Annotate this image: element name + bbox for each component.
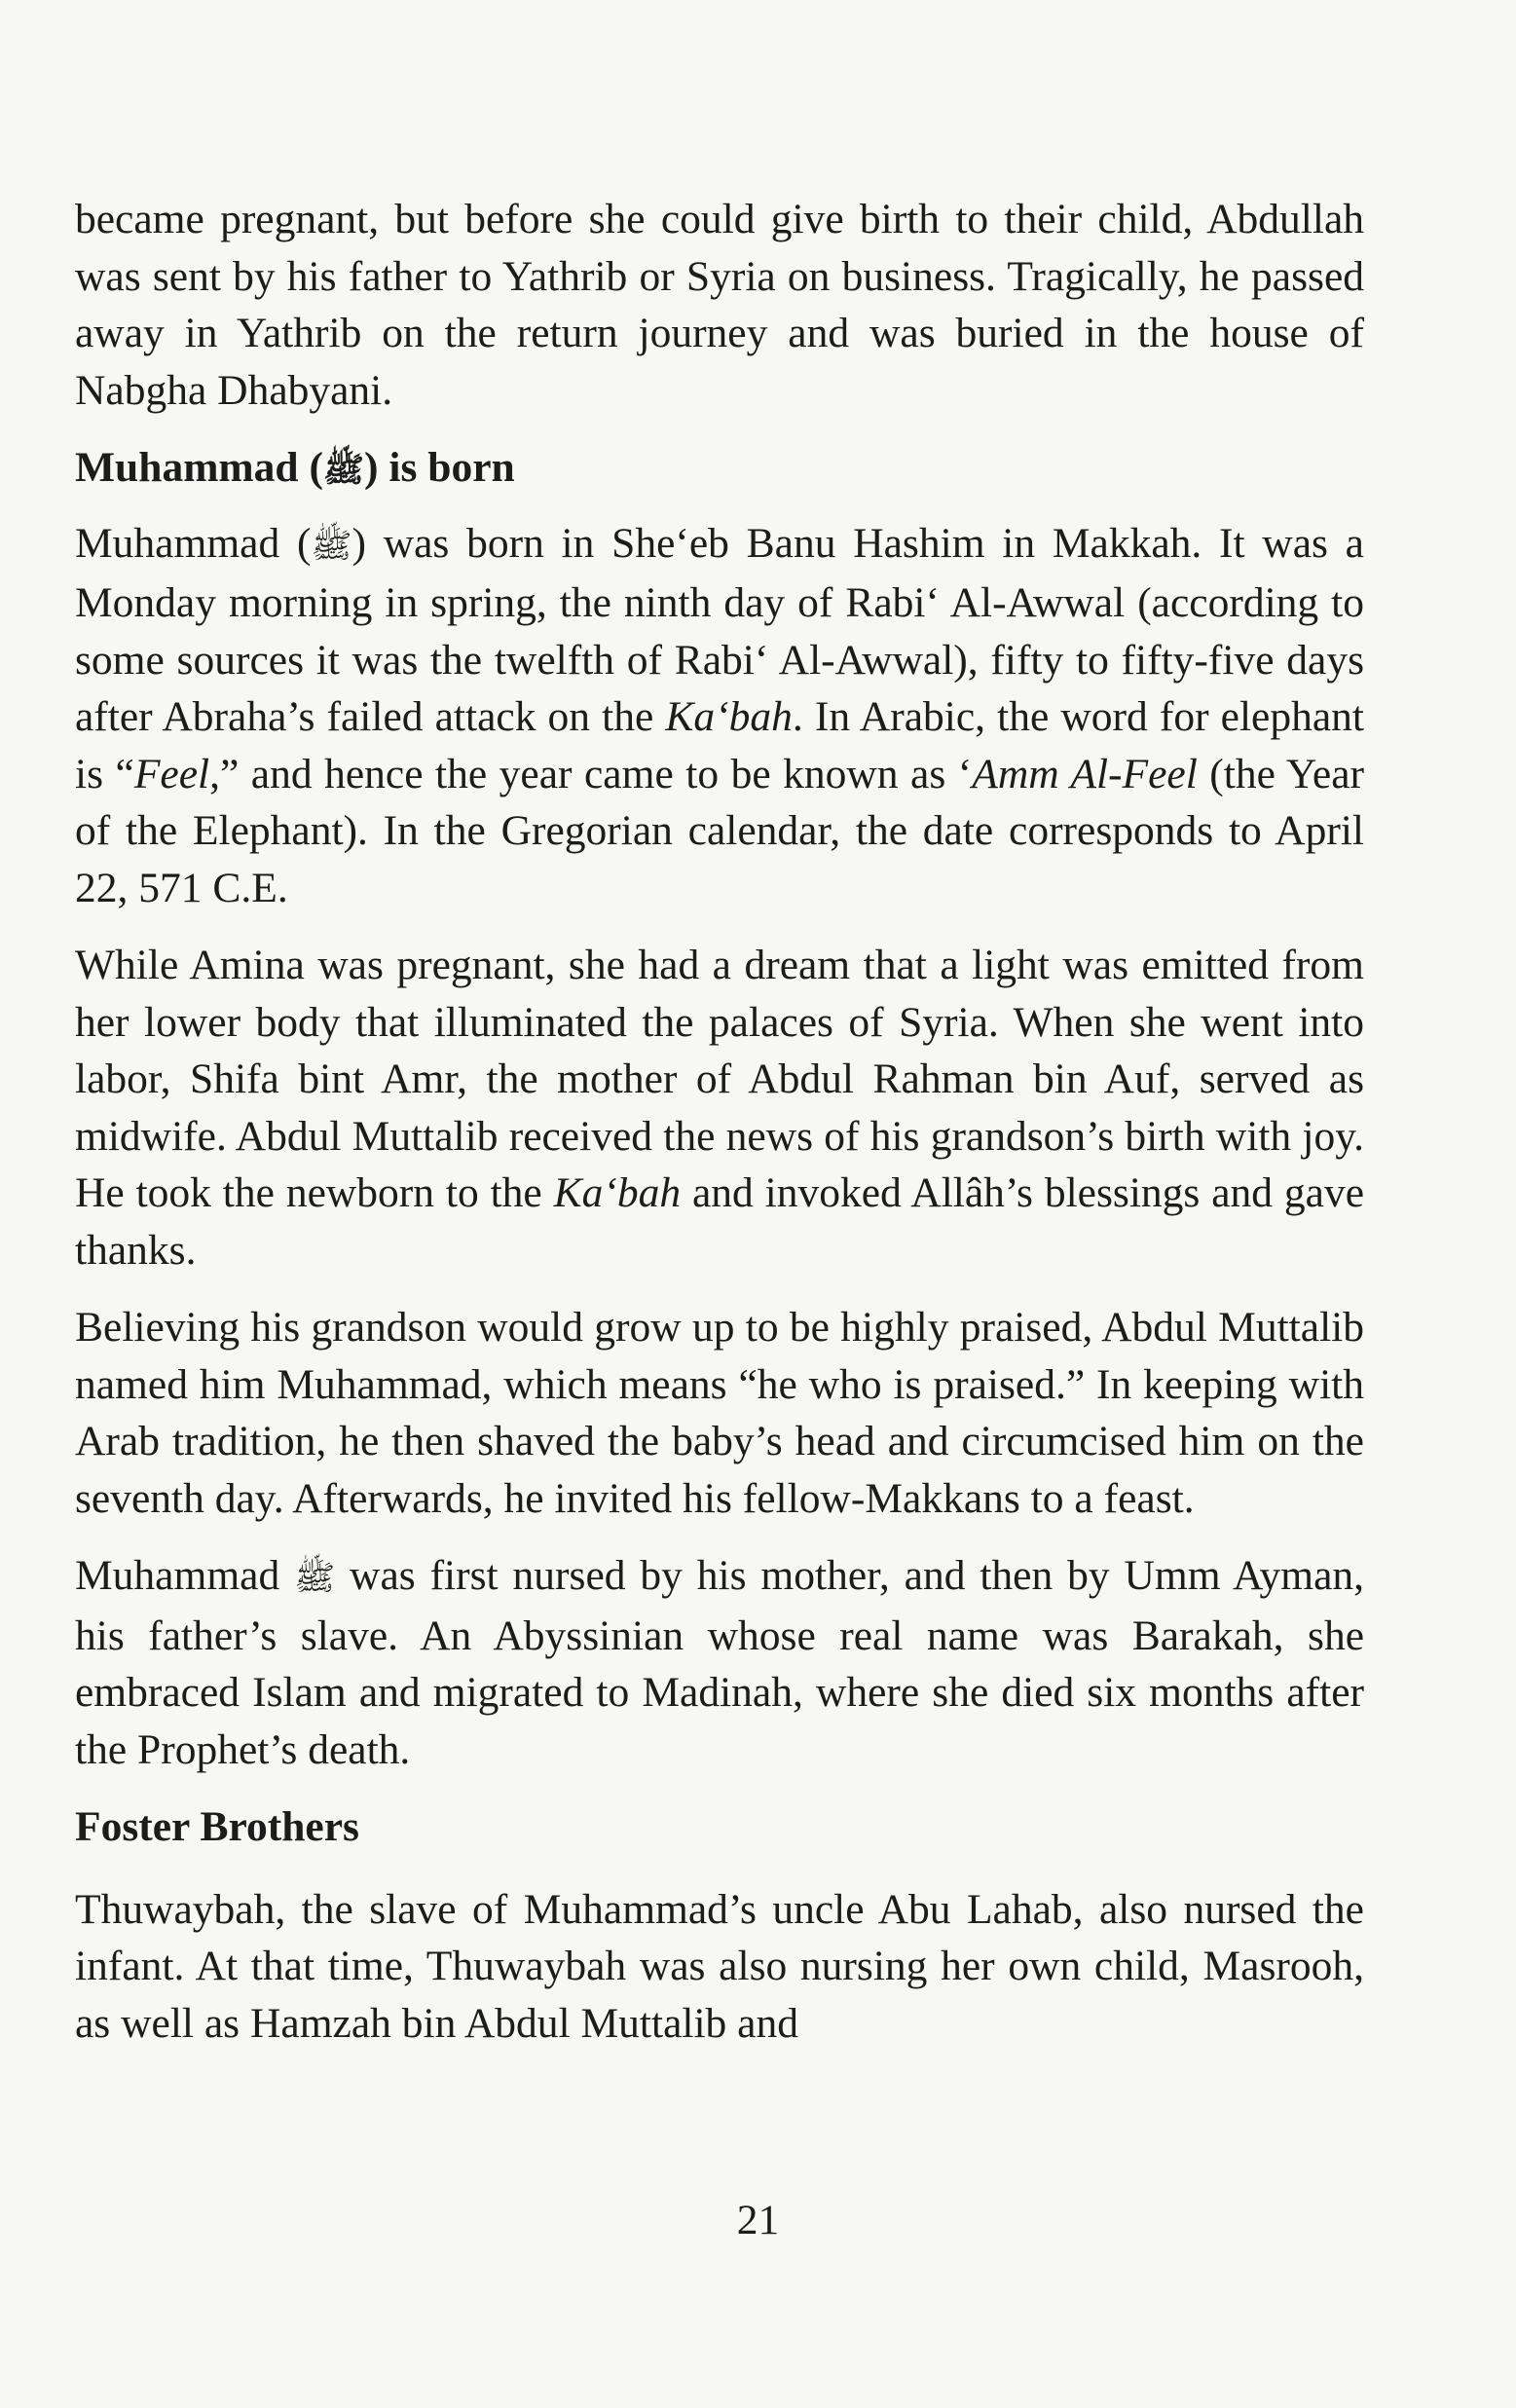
body-text (75, 191, 1364, 2072)
heading-foster-brothers: Foster Brothers (75, 1803, 359, 1850)
pbuh-symbol-icon: ﷺ (294, 1559, 336, 1597)
page-number: 21 (736, 2197, 780, 2243)
italic-term-kabah: Ka‘bah (553, 1169, 682, 1216)
paragraph-amina-dream: While Amina was pregnant, she had a dream that a light was emitted from her lower body that illuminated the palaces of Syria. When she went into labor, Shifa bint Amr, the mother of Abdul Rahman bin Auf, served as midwife. Abdul Muttalib received the news of his grandson’s birth with joy. He took the newborn to the Ka‘bah and invoked Allâh’s blessings and gave thanks. (75, 942, 1364, 1274)
italic-term-kabah: Ka‘bah (665, 693, 793, 740)
italic-term-feel: Feel (133, 750, 210, 797)
paragraph-nursing: Muhammad ﷺ was first nursed by his mother, and then by Umm Ayman, his father’s slave. An Abyssinian whose real name was Barakah, she embraced Islam and migrated to Madinah, where she died six months after the Prophet’s death. (75, 1552, 1364, 1773)
italic-term-amm-al-feel: Amm Al-Feel (972, 750, 1198, 797)
paragraph-naming: Believing his grandson would grow up to be highly praised, Abdul Muttalib named him Muhammad, which means “he who is praised.” In keeping with Arab tradition, he then shaved the baby’s head and circumcised him on the seventh day. Afterwards, he invited his fellow-Makkans to a feast. (75, 1304, 1364, 1522)
heading-muhammad-is-born: Muhammad (ﷺ) is born (75, 444, 515, 491)
pbuh-symbol-icon: ﷺ (322, 451, 365, 489)
paragraph-abdullah-death: became pregnant, but before she could give birth to their child, Abdullah was sent by his father to Yathrib or Syria on business. Tragically, he passed away in Yathrib on the return journey and was buried in the house of Nabgha Dhabyani. (75, 196, 1364, 414)
paragraph-thuwaybah: Thuwaybah, the slave of Muhammad’s uncle Abu Lahab, also nursed the infant. At that time, Thuwaybah was also nursing her own child, Masrooh, as well as Hamzah bin Abdul Muttalib and (75, 1885, 1364, 2047)
pbuh-symbol-icon: ﷺ (311, 526, 352, 565)
paragraph-birth-details: Muhammad (ﷺ) was born in She‘eb Banu Hashim in Makkah. It was a Monday morning in spring, the ninth day of Rabi‘ Al-Awwal (according to some sources it was the twelfth of Rabi‘ Al-Awwal), fifty to fifty-five days after Abraha’s failed attack on the Ka‘bah. In Arabic, the word for elephant is “Feel,” and hence the year came to be known as ‘Amm Al-Feel (the Year of the Elephant). In the Gregorian calendar, the date corresponds to April 22, 571 C.E. (75, 519, 1365, 911)
